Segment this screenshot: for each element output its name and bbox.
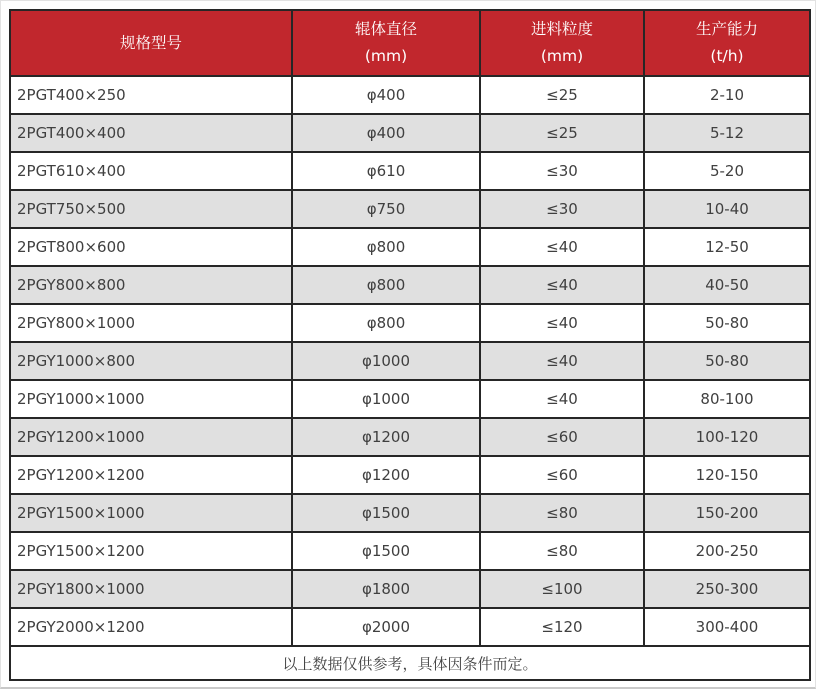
cell-model: 2PGT400×400 — [10, 114, 292, 152]
cell-capacity: 50-80 — [644, 304, 810, 342]
cell-feed-size: ≤40 — [480, 266, 644, 304]
table-row — [10, 608, 810, 646]
table-row — [10, 190, 810, 228]
cell-feed-size: ≤100 — [480, 570, 644, 608]
cell-model: 2PGY1200×1200 — [10, 456, 292, 494]
cell-diameter: φ1500 — [292, 494, 480, 532]
col-header-model — [10, 10, 292, 76]
cell-feed-size: ≤30 — [480, 190, 644, 228]
table-row — [10, 532, 810, 570]
cell-diameter: φ1000 — [292, 342, 480, 380]
cell-feed-size: ≤40 — [480, 228, 644, 266]
table-row — [10, 76, 810, 114]
spec-table-foot — [10, 646, 810, 680]
cell-diameter: φ1500 — [292, 532, 480, 570]
cell-diameter: φ1800 — [292, 570, 480, 608]
cell-capacity: 150-200 — [644, 494, 810, 532]
cell-feed-size: ≤40 — [480, 342, 644, 380]
header-title: 生产能力 — [695, 20, 758, 39]
footer-note: 以上数据仅供参考，具体因条件而定。 — [10, 646, 810, 680]
cell-diameter: φ1200 — [292, 418, 480, 456]
cell-capacity: 50-80 — [644, 342, 810, 380]
cell-diameter: φ800 — [292, 228, 480, 266]
col-header-capacity — [644, 10, 810, 76]
cell-capacity: 200-250 — [644, 532, 810, 570]
cell-capacity: 100-120 — [644, 418, 810, 456]
header-title: 规格型号 — [119, 33, 182, 52]
table-row — [10, 570, 810, 608]
table-row — [10, 456, 810, 494]
cell-model: 2PGT610×400 — [10, 152, 292, 190]
table-row — [10, 228, 810, 266]
cell-model: 2PGT400×250 — [10, 76, 292, 114]
cell-feed-size: ≤30 — [480, 152, 644, 190]
spec-table — [9, 9, 811, 681]
cell-feed-size: ≤40 — [480, 304, 644, 342]
cell-model: 2PGY1500×1200 — [10, 532, 292, 570]
cell-capacity: 5-12 — [644, 114, 810, 152]
cell-diameter: φ610 — [292, 152, 480, 190]
table-row — [10, 152, 810, 190]
cell-diameter: φ800 — [292, 304, 480, 342]
col-header-feed-size — [480, 10, 644, 76]
cell-feed-size: ≤80 — [480, 532, 644, 570]
cell-model: 2PGY800×1000 — [10, 304, 292, 342]
table-row — [10, 418, 810, 456]
table-row — [10, 380, 810, 418]
cell-feed-size: ≤80 — [480, 494, 644, 532]
cell-model: 2PGY800×800 — [10, 266, 292, 304]
cell-model: 2PGY1800×1000 — [10, 570, 292, 608]
cell-model: 2PGY1200×1000 — [10, 418, 292, 456]
cell-diameter: φ2000 — [292, 608, 480, 646]
cell-model: 2PGY2000×1200 — [10, 608, 292, 646]
cell-feed-size: ≤25 — [480, 76, 644, 114]
spec-table-head — [10, 10, 810, 76]
header-unit: (t/h) — [710, 47, 744, 65]
table-row — [10, 114, 810, 152]
cell-diameter: φ400 — [292, 76, 480, 114]
cell-model: 2PGY1000×1000 — [10, 380, 292, 418]
cell-capacity: 120-150 — [644, 456, 810, 494]
cell-capacity: 12-50 — [644, 228, 810, 266]
cell-capacity: 5-20 — [644, 152, 810, 190]
header-row — [10, 10, 810, 76]
cell-model: 2PGT750×500 — [10, 190, 292, 228]
footer-row — [10, 646, 810, 680]
cell-diameter: φ750 — [292, 190, 480, 228]
cell-feed-size: ≤120 — [480, 608, 644, 646]
table-row — [10, 304, 810, 342]
cell-model: 2PGT800×600 — [10, 228, 292, 266]
cell-model: 2PGY1500×1000 — [10, 494, 292, 532]
cell-feed-size: ≤25 — [480, 114, 644, 152]
cell-diameter: φ400 — [292, 114, 480, 152]
cell-capacity: 40-50 — [644, 266, 810, 304]
cell-capacity: 250-300 — [644, 570, 810, 608]
header-unit: (mm) — [540, 47, 584, 65]
header-title: 进料粒度 — [530, 20, 593, 39]
header-title: 辊体直径 — [354, 20, 417, 39]
cell-diameter: φ1200 — [292, 456, 480, 494]
table-row — [10, 342, 810, 380]
cell-feed-size: ≤40 — [480, 380, 644, 418]
cell-feed-size: ≤60 — [480, 456, 644, 494]
col-header-diameter — [292, 10, 480, 76]
cell-feed-size: ≤60 — [480, 418, 644, 456]
header-unit: (mm) — [364, 47, 408, 65]
cell-capacity: 300-400 — [644, 608, 810, 646]
cell-diameter: φ1000 — [292, 380, 480, 418]
spec-table-body — [10, 76, 810, 646]
cell-model: 2PGY1000×800 — [10, 342, 292, 380]
table-row — [10, 494, 810, 532]
cell-capacity: 2-10 — [644, 76, 810, 114]
cell-diameter: φ800 — [292, 266, 480, 304]
table-row — [10, 266, 810, 304]
cell-capacity: 80-100 — [644, 380, 810, 418]
cell-capacity: 10-40 — [644, 190, 810, 228]
